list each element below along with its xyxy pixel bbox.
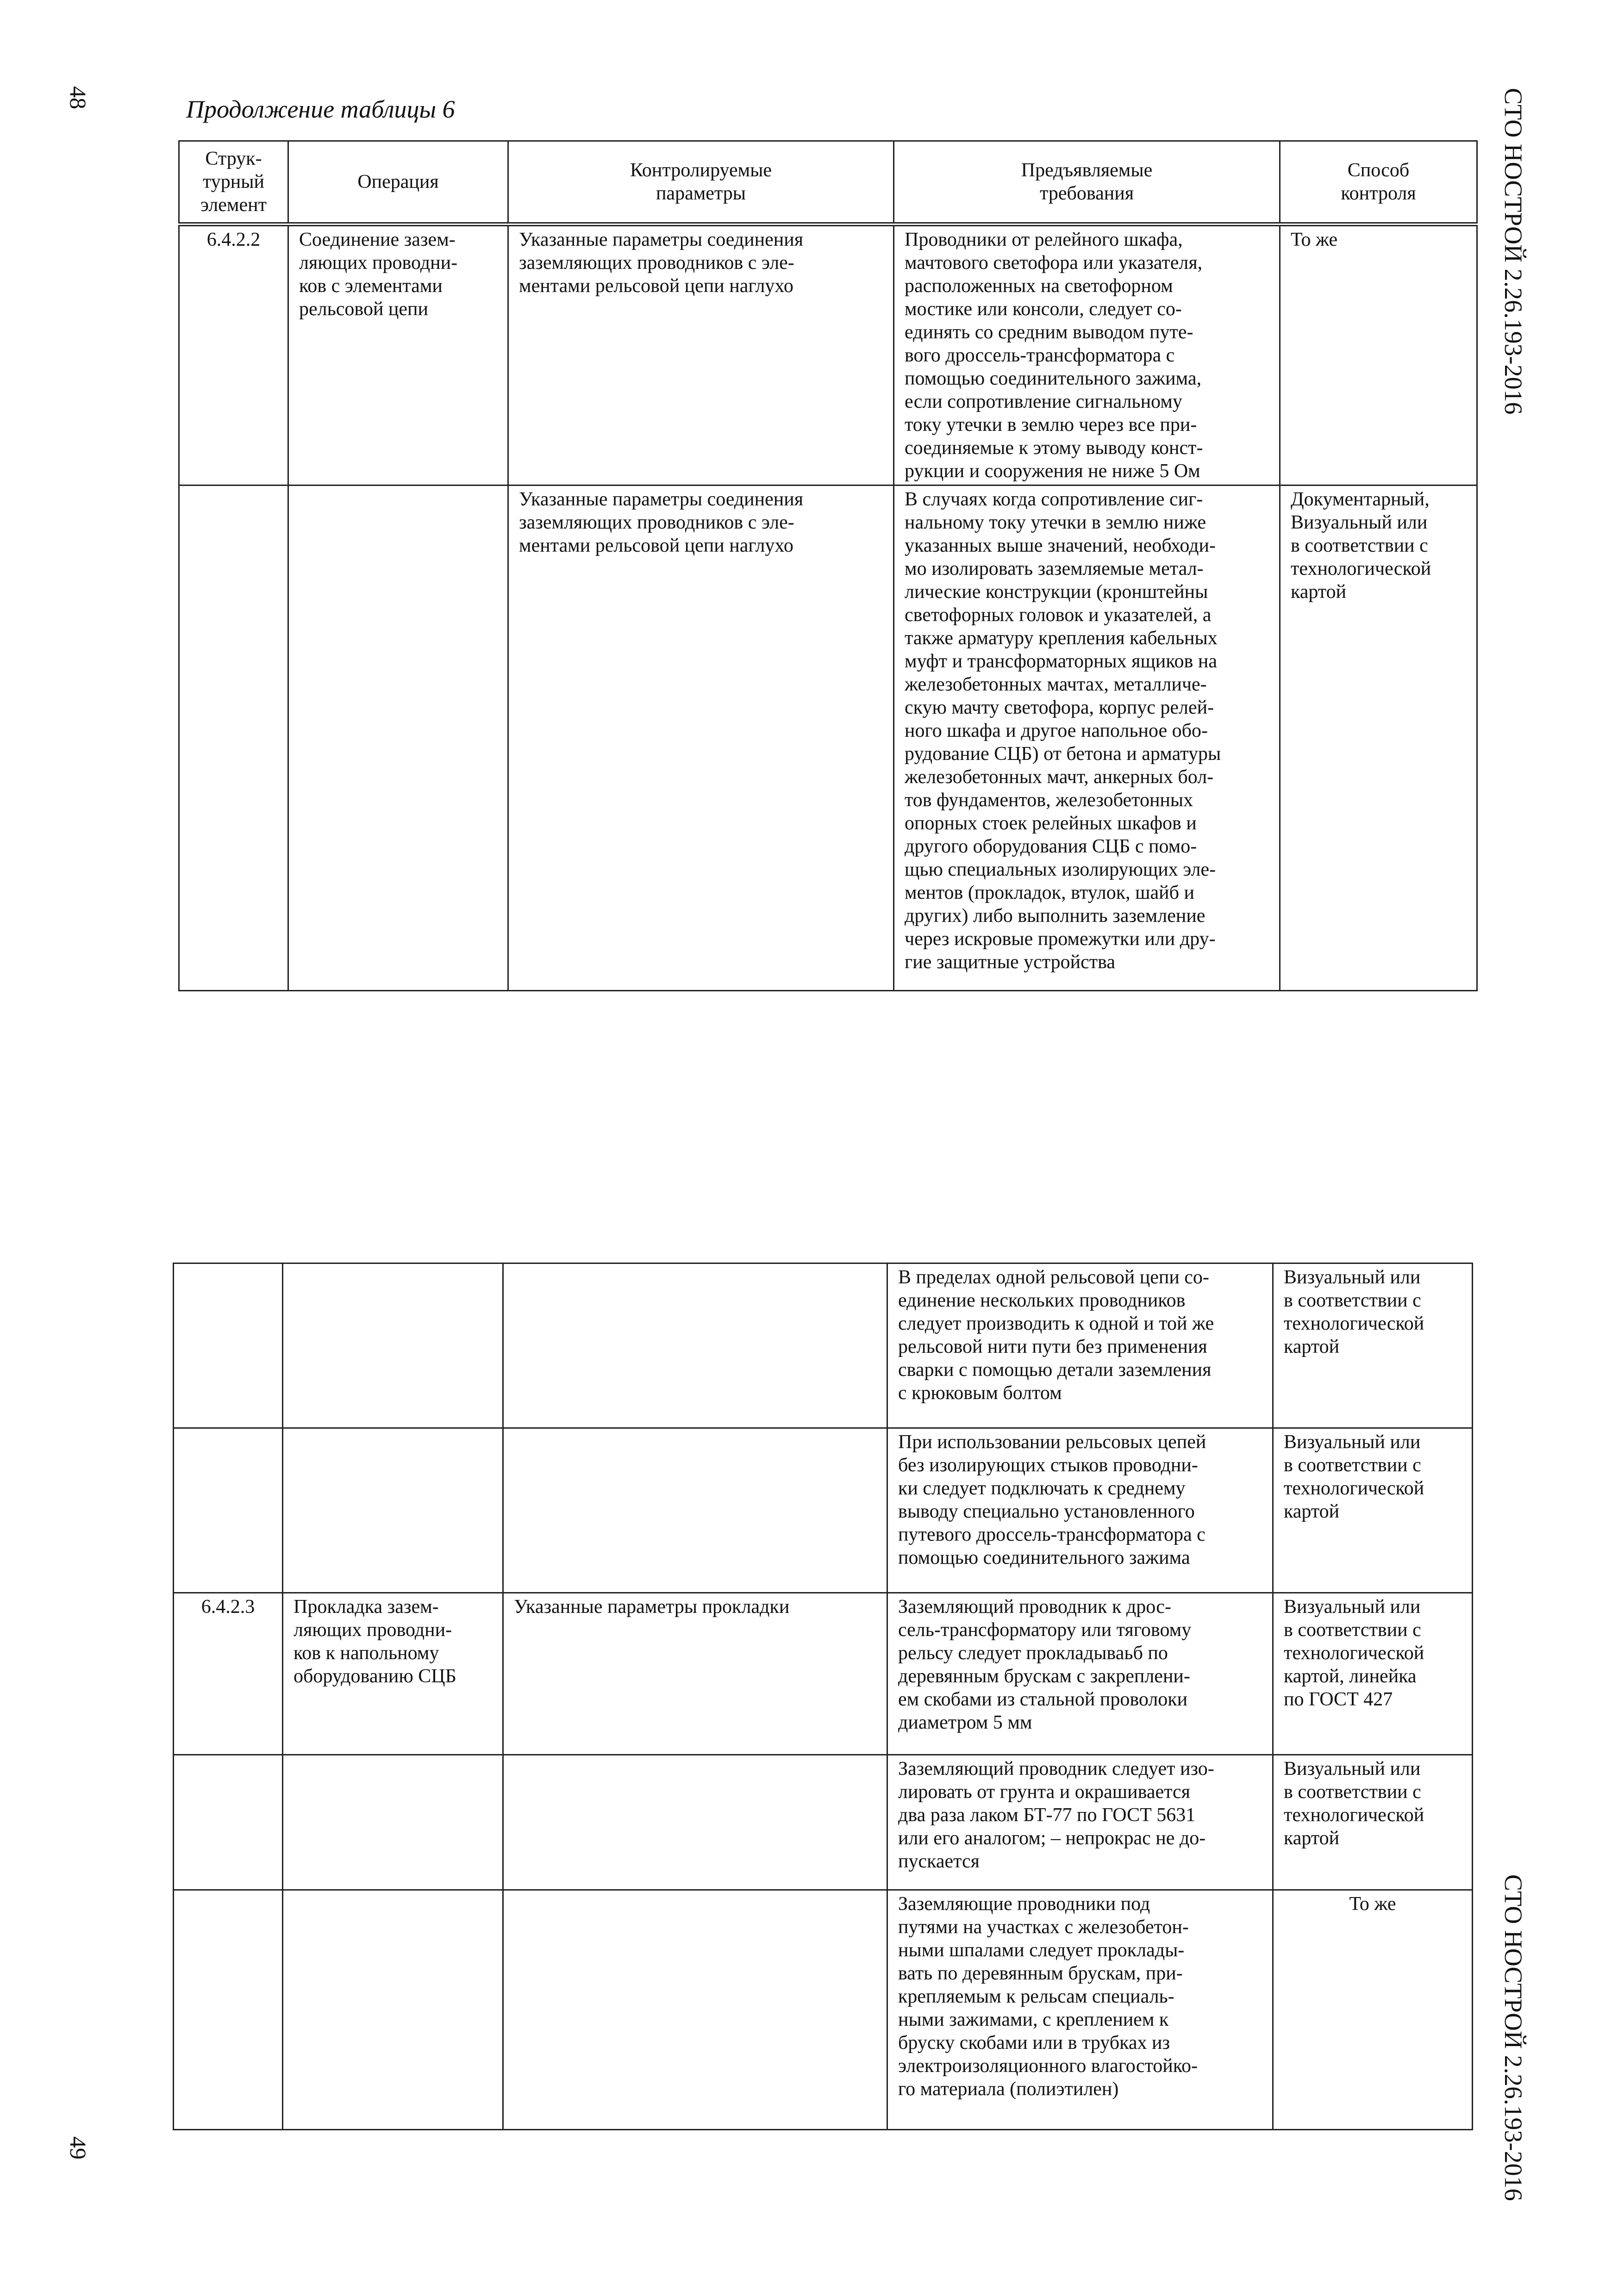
cell-operation	[283, 1755, 503, 1890]
table-top	[178, 140, 1478, 991]
table-caption: Продолжение таблицы 6	[186, 95, 455, 123]
table-header-row	[179, 141, 1477, 224]
header-control: Способ контроля	[1280, 141, 1477, 224]
cell-parameters: Указанные параметры соединения заземляющих проводников с эле- ментами рельсовой цепи наглухо	[508, 485, 894, 991]
cell-operation: Прокладка зазем- ляющих проводни- ков к напольному оборудованию СЦБ	[283, 1593, 503, 1755]
table-row	[174, 1593, 1473, 1755]
cell-parameters	[503, 1755, 887, 1890]
cell-element: 6.4.2.2	[179, 224, 288, 485]
table-row	[179, 224, 1477, 485]
cell-control: Визуальный или в соответствии с технологической картой, линейка по ГОСТ 427	[1273, 1593, 1473, 1755]
cell-control: Документарный, Визуальный или в соответствии с технологической картой	[1280, 485, 1477, 991]
cell-parameters	[503, 1428, 887, 1593]
table-bottom	[173, 1263, 1473, 2130]
standard-label-top: СТО НОСТРОЙ 2.26.193-2016	[1499, 88, 1527, 415]
header-parameters: Контролируемые параметры	[508, 141, 894, 224]
cell-control: Визуальный или в соответствии с технологической картой	[1273, 1755, 1473, 1890]
header-requirements: Предъявляемые требования	[894, 141, 1280, 224]
cell-element: 6.4.2.3	[174, 1593, 283, 1755]
cell-parameters	[503, 1890, 887, 2130]
table-row	[174, 1428, 1473, 1593]
cell-requirements: Заземляющий проводник к дрос- сель-трансформатору или тяговому рельсу следует прокладываьб по деревянным брускам с закреплени- ем скобами из стальной проволоки диаметром 5 мм	[887, 1593, 1273, 1755]
page-number-top: 48	[65, 86, 91, 109]
cell-requirements: В пределах одной рельсовой цепи со- единение нескольких проводников следует производить к одной и той же рельсовой нити пути без применения сварки с помощью детали заземления с крюковым болтом	[887, 1263, 1273, 1428]
cell-control: Визуальный или в соответствии с технологической картой	[1273, 1428, 1473, 1593]
cell-control: То же	[1273, 1890, 1473, 2130]
cell-parameters	[503, 1263, 887, 1428]
cell-requirements: Проводники от релейного шкафа, мачтового светофора или указателя, расположенных на светофорном мостике или консоли, следует со- единять со средним выводом путе- вого дроссель-трансформатора с помощью соединительного зажима, если сопротивление сигнальному току утечки в землю через все при- соединяемые к этому выводу конст- рукции и сооружения не ниже 5 Ом	[894, 224, 1280, 485]
cell-operation: Соединение зазем- ляющих проводни- ков с элементами рельсовой цепи	[288, 224, 508, 485]
cell-parameters: Указанные параметры прокладки	[503, 1593, 887, 1755]
cell-requirements: При использовании рельсовых цепей без изолирующих стыков проводни- ки следует подключать к среднему выводу специально установленного путевого дроссель-трансформатора с помощью соединительного зажима	[887, 1428, 1273, 1593]
header-operation: Операция	[288, 141, 508, 224]
cell-parameters: Указанные параметры соединения заземляющих проводников с эле- ментами рельсовой цепи наглухо	[508, 224, 894, 485]
cell-operation	[283, 1890, 503, 2130]
cell-element	[174, 1890, 283, 2130]
cell-operation	[283, 1263, 503, 1428]
page-number-bottom: 49	[65, 2136, 91, 2159]
cell-operation	[283, 1428, 503, 1593]
cell-element	[174, 1263, 283, 1428]
cell-control: То же	[1280, 224, 1477, 485]
table-row	[179, 485, 1477, 991]
cell-requirements: Заземляющие проводники под путями на участках с железобетон- ными шпалами следует проклады- вать по деревянным брускам, при- крепляемым к рельсам специаль- ными зажимами, с креплением к бруску скобами или в трубках из электроизоляционного влагостойко- го материала (полиэтилен)	[887, 1890, 1273, 2130]
cell-requirements: В случаях когда сопротивление сиг- нальному току утечки в землю ниже указанных выше значений, необходи- мо изолировать заземляемые метал- лические конструкции (кронштейны светофорных головок и указателей, а также арматуру крепления кабельных муфт и трансформаторных ящиков на железобетонных мачтах, металличе- скую мачту светофора, корпус релей- ного шкафа и другое напольное обо- рудование СЦБ) от бетона и арматуры железобетонных мачт, анкерных бол- тов фундаментов, железобетонных опорных стоек релейных шкафов и другого оборудования СЦБ с помо- щью специальных изолирующих эле- ментов (прокладок, втулок, шайб и других) либо выполнить заземление через искровые промежутки или дру- гие защитные устройства	[894, 485, 1280, 991]
cell-operation	[288, 485, 508, 991]
cell-element	[179, 485, 288, 991]
cell-requirements: Заземляющий проводник следует изо- лировать от грунта и окрашивается два раза лаком БТ-77 по ГОСТ 5631 или его аналогом; – непрокрас не до- пускается	[887, 1755, 1273, 1890]
header-structural-element: Струк- турный элемент	[179, 141, 288, 224]
cell-element	[174, 1428, 283, 1593]
cell-element	[174, 1755, 283, 1890]
cell-control: Визуальный или в соответствии с технологической картой	[1273, 1263, 1473, 1428]
table-row	[174, 1755, 1473, 1890]
standard-label-bottom: СТО НОСТРОЙ 2.26.193-2016	[1499, 1874, 1527, 2201]
table-row	[174, 1890, 1473, 2130]
table-row	[174, 1263, 1473, 1428]
